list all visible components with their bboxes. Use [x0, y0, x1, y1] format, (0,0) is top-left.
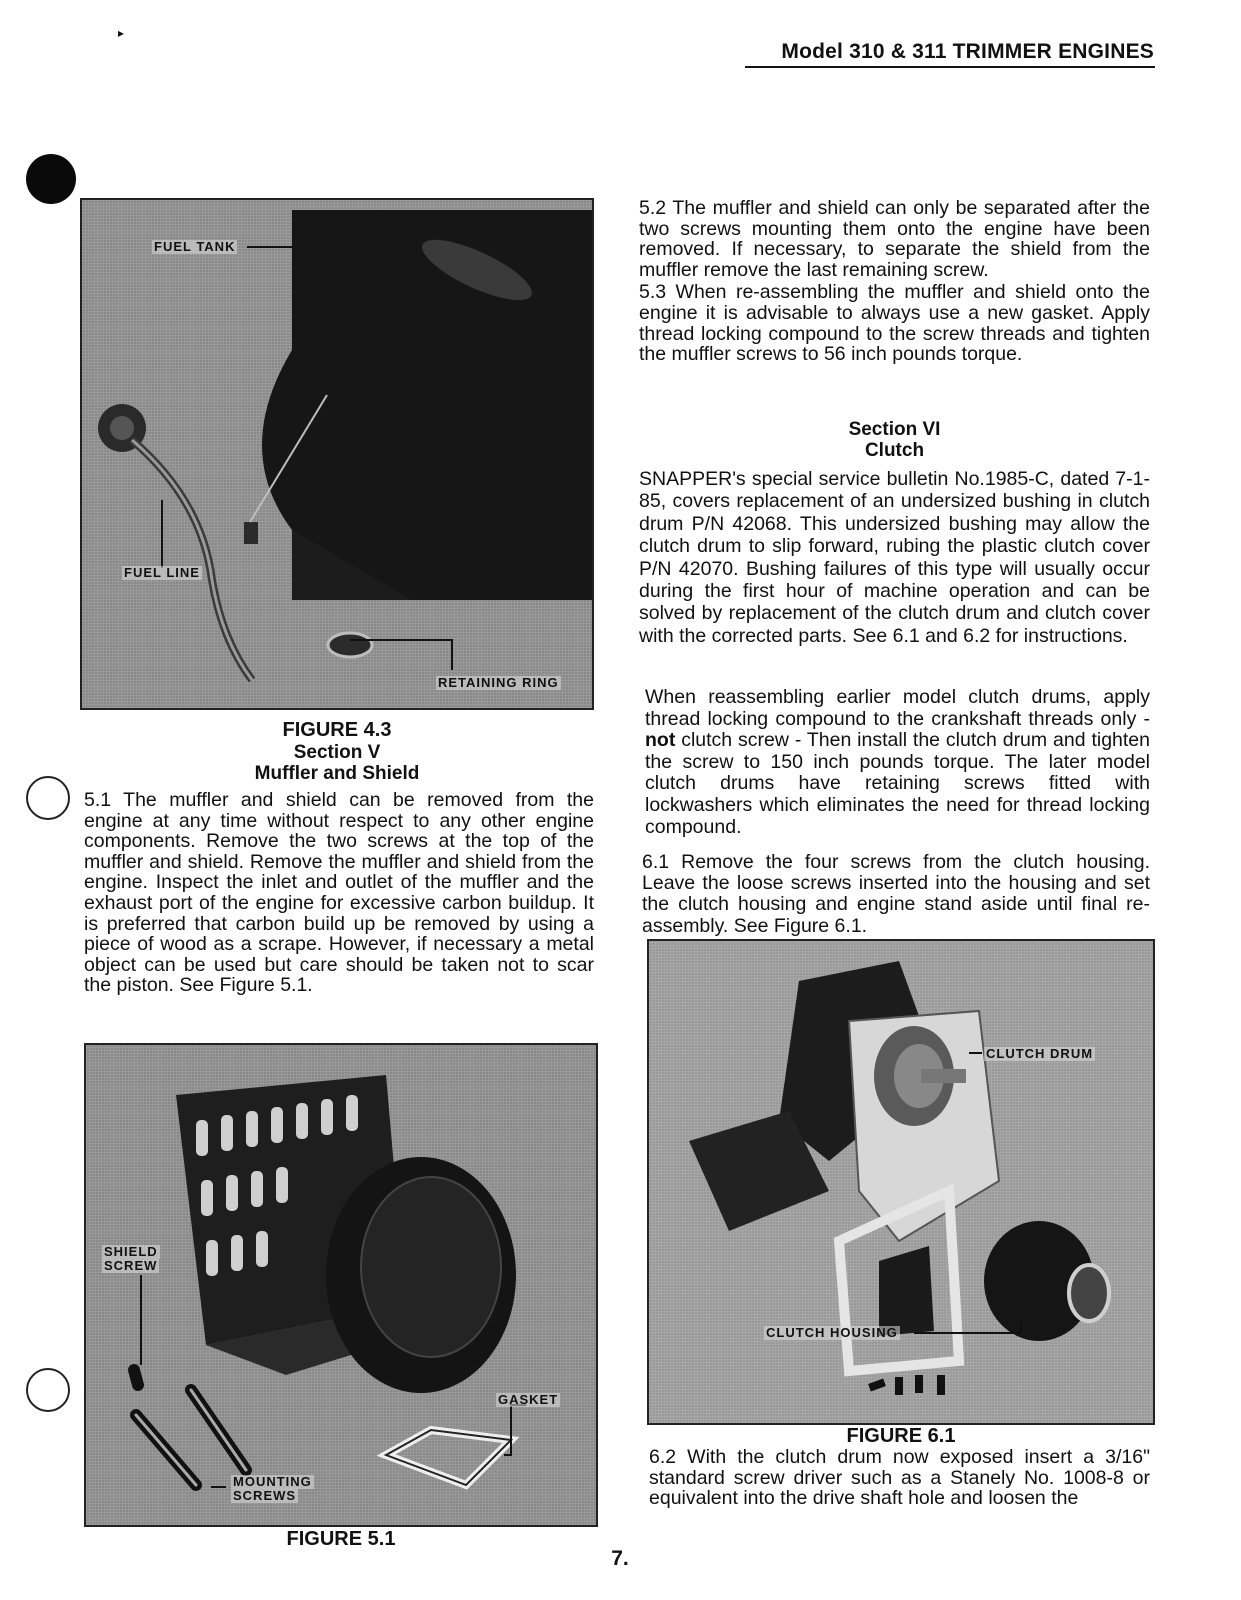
figure-4-3-caption: FIGURE 4.3 — [282, 719, 392, 741]
bulletin-paragraph — [639, 468, 1150, 647]
section-vi-subheading: Clutch — [864, 440, 925, 461]
paragraph-5-1-text: 5.1 The muffler and shield can be removed from the engine at any time without respect to any other engine components. Remove the two screws at the top of the muffler and shield. Remove the muffler and shield from the engine. Inspect the inlet and outlet of the muffler and the exhaust port of the engine for excessive carbon buildup. It is preferred that carbon build up be removed by using a piece of wood as a scrape. However, if necessary a metal object can be used but care should be taken not to scar the piston. See Figure 5.1. — [84, 789, 594, 997]
reassembly-bold-not: not — [645, 729, 676, 752]
paragraph-5-1 — [84, 790, 594, 996]
label-mounting-line2: SCREWS — [233, 1488, 297, 1503]
reassembly-text — [645, 687, 1150, 838]
paragraph-5-2: 5.2 The muffler and shield can only be separated after the two screws mounting them onto the engine have been removed. If necessary, to separate the shield from the muffler remove the last remaining screw. — [639, 197, 1150, 281]
reassembly-text-b: clutch screw - Then install the clutch drum and tighten the screw to 150 inch pounds torque. The later model clutch drums have retaining screws fitted with lockwashers which eliminates the need for thread locking compound. — [645, 729, 1150, 838]
paragraphs-5-2-5-3 — [639, 198, 1150, 365]
muffler-shield-illustration — [86, 1045, 596, 1525]
label-shield-screw-line1: SHIELD — [104, 1244, 158, 1259]
label-shield-screw-line2: SCREW — [104, 1258, 158, 1273]
label-gasket: GASKET — [498, 1392, 559, 1407]
reassembly-text-a: When reassembling earlier model clutch drums, apply thread locking compound to the crankshaft threads only - — [645, 686, 1150, 730]
figure-6-1-caption: FIGURE 6.1 — [846, 1425, 956, 1447]
paragraph-6-2 — [649, 1447, 1150, 1509]
bulletin-text: SNAPPER's special service bulletin No.1985-C, dated 7-1-85, covers replacement of an undersized bushing in clutch drum P/N 42068. This undersized bushing may allow the clutch drum to slip forward, rubing the plastic clutch cover P/N 42070. Bushing failures of this type will usually occur during the first hour of machine operation and can be solved by replacement of the clutch drum and clutch cover with the corrected parts. See 6.1 and 6.2 for instructions. — [639, 468, 1150, 647]
section-v-heading: Section V — [293, 742, 381, 763]
clutch-assembly-illustration — [649, 941, 1153, 1423]
page-number: 7. — [611, 1547, 629, 1570]
punch-hole-ring — [26, 1368, 70, 1412]
figure-5-1-photo — [84, 1043, 598, 1527]
speck-mark: ▸ — [118, 26, 125, 40]
paragraph-6-1 — [642, 852, 1150, 937]
punch-hole-filled — [26, 154, 76, 204]
label-retaining-ring: RETAINING RING — [438, 675, 559, 690]
paragraph-6-1-text: 6.1 Remove the four screws from the clutch housing. Leave the loose screws inserted into the housing and set the clutch housing and engine stand aside until final re-assembly. See Figure 6.1. — [642, 851, 1150, 937]
figure-5-1-caption: FIGURE 5.1 — [286, 1528, 396, 1550]
header-rule — [745, 66, 1155, 68]
paragraph-6-2-text: 6.2 With the clutch drum now exposed insert a 3/16" standard screw driver such as a Stanely No. 1008-8 or equivalent into the drive shaft hole and loosen the — [649, 1446, 1150, 1510]
punch-hole-ring — [26, 776, 70, 820]
label-clutch-housing: CLUTCH HOUSING — [766, 1325, 898, 1340]
page-header-title: Model 310 & 311 TRIMMER ENGINES — [781, 40, 1154, 63]
label-fuel-line: FUEL LINE — [124, 565, 200, 580]
reassembly-paragraph — [645, 687, 1150, 838]
fuel-tank-illustration — [82, 200, 592, 708]
label-fuel-tank: FUEL TANK — [154, 239, 236, 254]
section-v-subheading: Muffler and Shield — [254, 763, 420, 784]
section-vi-heading: Section VI — [848, 419, 941, 440]
paragraph-5-3: 5.3 When re-assembling the muffler and shield onto the engine it is advisable to always use a new gasket. Apply thread locking compound to the screw threads and tighten the muffler screws to 56 inch pounds torque. — [639, 281, 1150, 366]
label-clutch-drum: CLUTCH DRUM — [986, 1046, 1094, 1061]
figure-4-3-photo — [80, 198, 594, 710]
label-mounting-line1: MOUNTING — [233, 1474, 312, 1489]
figure-6-1-photo — [647, 939, 1155, 1425]
